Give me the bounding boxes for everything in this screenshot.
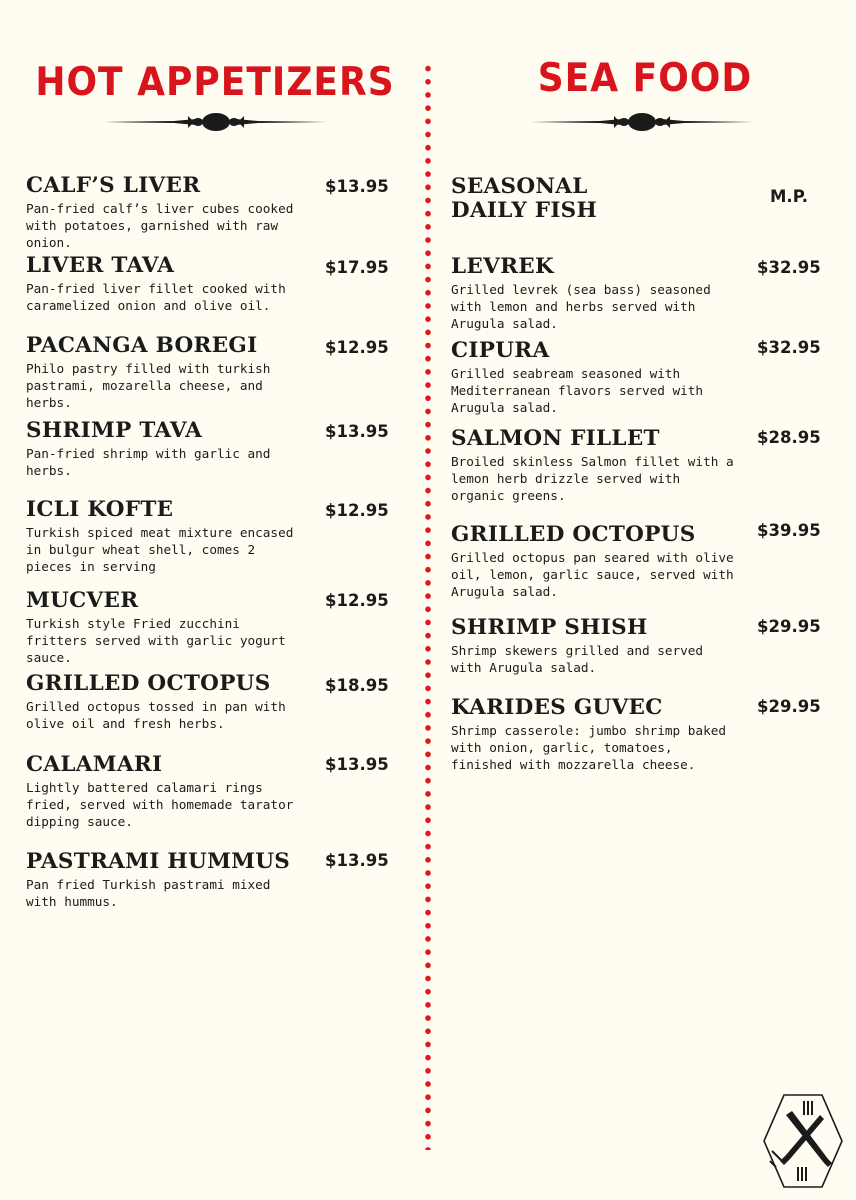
item-name: CIPURA [451,338,550,363]
menu-item [26,174,298,252]
item-description: Shrimp casserole: jumbo shrimp baked with onion, garlic, tomatoes, finished with mozzarella cheese. [451,723,726,773]
item-name: CALF’S LIVER [26,173,201,198]
item-description: Philo pastry filled with turkish pastrami, mozarella cheese, and herbs. [26,361,271,411]
menu-item [451,616,741,676]
item-price: $29.95 [757,697,821,716]
menu-item [26,672,298,732]
item-price: $13.95 [325,755,389,774]
item-price: $12.95 [325,338,389,357]
menu-item [26,753,298,831]
item-price: $13.95 [325,851,389,870]
menu-item [26,498,298,576]
item-name: CALAMARI [26,752,163,777]
item-description: Turkish spiced meat mixture encased in bulgur wheat shell, comes 2 pieces in serving [26,525,294,575]
menu-item [26,334,298,412]
menu-item [26,254,298,314]
item-price: $12.95 [325,591,389,610]
item-description: Broiled skinless Salmon fillet with a lemon herb drizzle served with organic greens. [451,454,734,504]
sea-food-title: SEA FOOD [537,56,753,101]
menu-item [26,850,298,910]
item-name: ICLI KOFTE [26,497,174,522]
item-price: $13.95 [325,422,389,441]
menu-item [451,696,741,774]
item-description: Grilled octopus pan seared with olive oil, lemon, garlic sauce, served with Arugula salad. [451,550,734,600]
item-price: $17.95 [325,258,389,277]
item-description: Pan fried Turkish pastrami mixed with hummus. [26,877,271,910]
item-description: Pan-fried liver fillet cooked with caramelized onion and olive oil. [26,281,286,314]
item-price: $29.95 [757,617,821,636]
item-price: $13.95 [325,177,389,196]
item-name: LEVREK [451,254,554,279]
item-name: SHRIMP SHISH [451,615,648,640]
item-name: GRILLED OCTOPUS [26,671,271,696]
dotted-column-divider [424,62,432,1150]
menu-item [451,427,741,505]
menu-item [451,523,741,601]
item-name: KARIDES GUVEC [451,695,663,720]
item-description: Grilled levrek (sea bass) seasoned with lemon and herbs served with Arugula salad. [451,282,711,332]
item-price: $28.95 [757,428,821,447]
fork-knife-logo-icon [762,1093,844,1189]
item-name: MUCVER [26,588,139,613]
item-price: M.P. [770,187,809,206]
item-price: $39.95 [757,521,821,540]
item-name: SHRIMP TAVA [26,418,203,443]
item-description: Grilled octopus tossed in pan with olive oil and fresh herbs. [26,699,286,732]
item-price: $32.95 [757,338,821,357]
item-name: PACANGA BOREGI [26,333,258,358]
item-description: Lightly battered calamari rings fried, served with homemade tarator dipping sauce. [26,780,294,830]
item-description: Grilled seabream seasoned with Mediterranean flavors served with Arugula salad. [451,366,704,416]
hot-appetizers-title: HOT APPETIZERS [35,60,395,105]
item-name: PASTRAMI HUMMUS [26,849,291,874]
ornament-divider-icon [104,110,328,136]
item-name: SALMON FILLET [451,426,660,451]
item-description: Shrimp skewers grilled and served with Arugula salad. [451,643,704,676]
item-description: Pan-fried shrimp with garlic and herbs. [26,446,271,479]
item-price: $32.95 [757,258,821,277]
menu-item [451,339,741,417]
item-price: $12.95 [325,501,389,520]
item-name: LIVER TAVA [26,253,175,278]
menu-item [451,255,741,333]
item-name: SEASONAL DAILY FISH [451,174,598,223]
menu-item [26,589,298,667]
item-name: GRILLED OCTOPUS [451,522,696,547]
item-description: Pan-fried calf’s liver cubes cooked with potatoes, garnished with raw onion. [26,201,294,251]
menu-item [26,419,298,479]
item-price: $18.95 [325,676,389,695]
ornament-divider-icon [530,110,754,136]
menu-item [451,175,741,223]
item-description: Turkish style Fried zucchini fritters served with garlic yogurt sauce. [26,616,286,666]
